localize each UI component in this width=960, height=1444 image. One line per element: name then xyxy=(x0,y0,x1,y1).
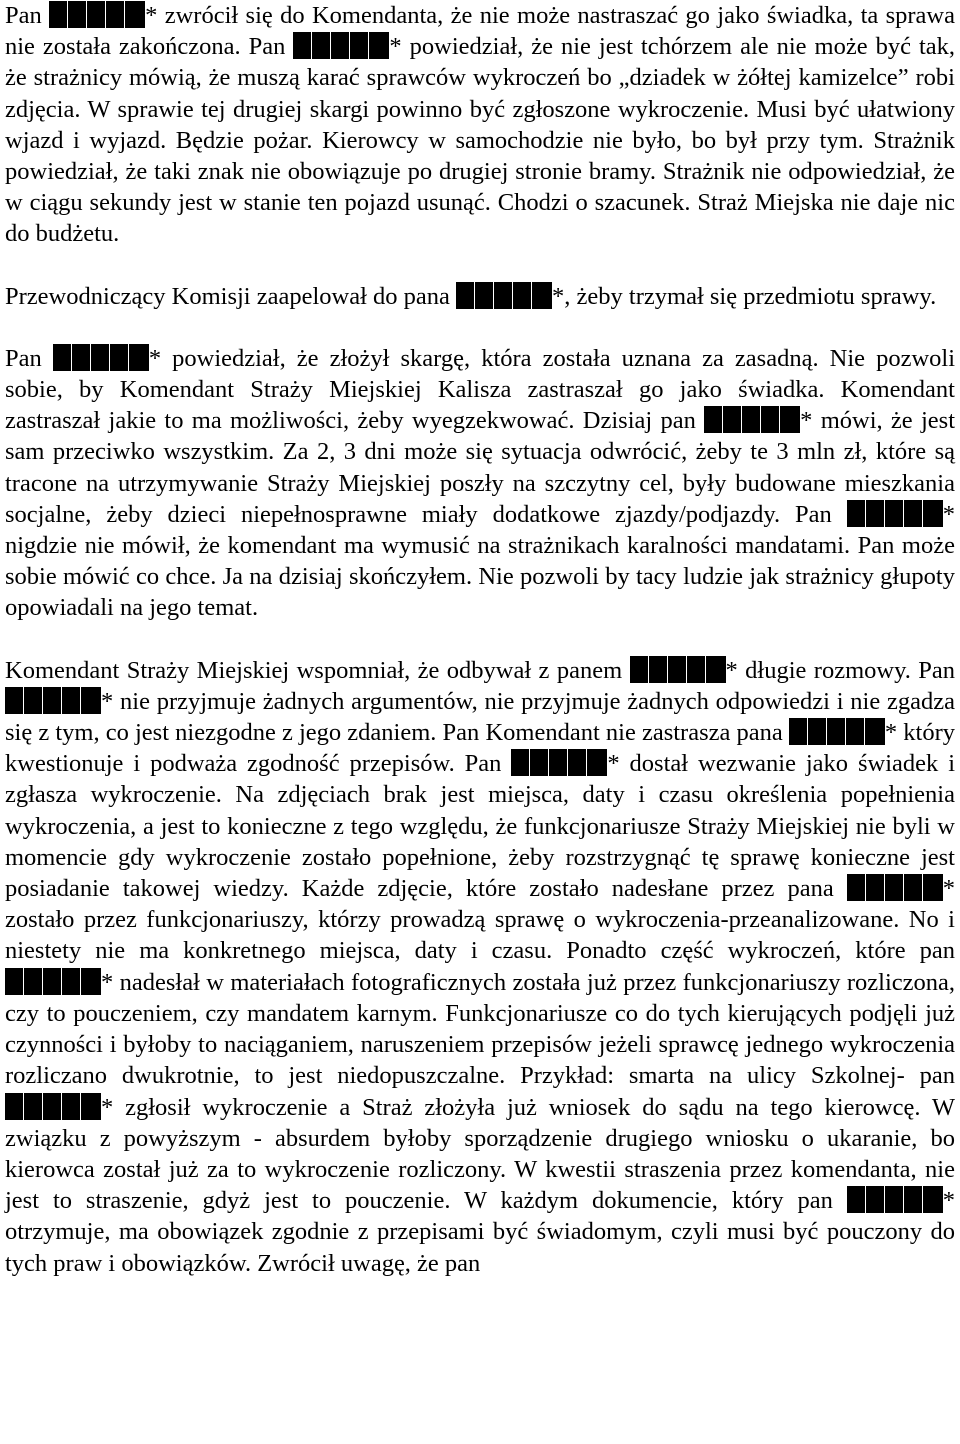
redacted-name xyxy=(789,718,885,745)
text-segment: Komendant Straży Miejskiej wspomniał, że odbywał z panem xyxy=(5,656,630,684)
redacted-name xyxy=(704,406,800,433)
redacted-name xyxy=(49,1,145,28)
redacted-name xyxy=(53,344,149,371)
text-segment: * długie rozmowy. Pan xyxy=(725,656,955,684)
paragraph-3 xyxy=(5,343,955,624)
redacted-name xyxy=(847,1186,943,1213)
text-segment: * dostał wezwanie jako świadek i zgłasza wykroczenie. Na zdjęciach brak jest miejsca, daty i czasu określenia popełnienia wykroczenia, a jest to konieczne z tego względu, że funkcjonariusze Straży Miejskiej nie byli w momencie gdy wykroczenie zostało popełnione, żeby rozstrzygnąć tę sprawę konieczne jest posiadanie takowej wiedzy. Każde zdjęcie, które zostało nadesłane przez pana xyxy=(5,750,956,903)
text-segment: *, żeby trzymał się przedmiotu sprawy. xyxy=(552,282,937,310)
document-page xyxy=(5,0,955,1279)
redacted-name xyxy=(630,656,726,683)
redacted-name xyxy=(293,32,389,59)
paragraph-gap xyxy=(5,312,955,343)
text-segment: * zwrócił się do Komendanta, że nie może nastraszać go jako świadka, ta sprawa nie została zakończona. Pan xyxy=(5,2,956,61)
paragraph-1 xyxy=(5,0,955,250)
redacted-name xyxy=(5,1093,101,1120)
paragraph-gap xyxy=(5,250,955,281)
text-segment: * zgłosił wykroczenie a Straż złożyła już wniosek do sądu na tego kierowcę. W związku z powyższym - absurdem byłoby sporządzenie drugiego wniosku o ukaranie, bo kierowca został już za to wykroczenie rozliczony. W kwestii straszenia przez komendanta, nie jest to straszenie, gdyż jest to pouczenie. W każdym dokumencie, który pan xyxy=(5,1093,955,1215)
paragraph-4 xyxy=(5,655,955,1279)
text-segment: Pan xyxy=(5,2,50,29)
text-segment: Przewodniczący Komisji zaapelował do pana xyxy=(5,282,457,310)
paragraph-2 xyxy=(5,281,955,312)
text-segment: * który kwestionuje i podważa zgodność przepisów. Pan xyxy=(5,719,955,778)
text-segment: * nie przyjmuje żadnych argumentów, nie przyjmuje żadnych odpowiedzi i nie zgadza się z tym, co jest niezgodne z jego zdaniem. Pan Komendant nie zastrasza pana xyxy=(5,687,955,747)
text-segment: * otrzymuje, ma obowiązek zgodnie z przepisami być świadomym, czyli musi być pouczony do tych praw i obowiązków. Zwrócił uwagę, że pan xyxy=(5,1187,955,1277)
text-segment: * zostało przez funkcjonariuszy, którzy prowadzą sprawę o wykroczenia-przeanalizowane. No i niestety nie ma konkretnego miejsca, daty i czasu. Ponadto część wykroczeń, które pan xyxy=(5,875,955,965)
redacted-name xyxy=(847,500,943,527)
redacted-name xyxy=(847,874,943,901)
text-segment: * nigdzie nie mówił, że komendant ma wymusić na strażnikach karalności mandatami. Pan może sobie mówić co chce. Ja na dzisiaj skończyłem. Nie pozwoli by tacy ludzie jak strażnicy głupoty opowiadali na jego temat. xyxy=(5,500,955,622)
redacted-name xyxy=(5,687,101,714)
paragraph-gap xyxy=(5,624,955,655)
redacted-name xyxy=(456,282,552,309)
text-segment: * powiedział, że nie jest tchórzem ale nie może być tak, że strażnicy mówią, że muszą karać sprawców wykroczeń bo „dziadek w żółtej kamizelce” robi zdjęcia. W sprawie tej drugiej skargi powinno być zgłoszone wykroczenie. Musi być ułatwiony wjazd i wyjazd. Będzie pożar. Kierowcy w samochodzie nie było, bo był przy tym. Strażnik powiedział, że taki znak nie obowiązuje po drugiej stronie bramy. Strażnik nie odpowiedział, że w ciągu sekundy jest w stanie ten pojazd usunąć. Chodzi o szacunek. Straż Miejska nie daje nic do budżetu. xyxy=(5,33,956,248)
redacted-name xyxy=(5,968,101,995)
text-segment: * mówi, że jest sam przeciwko wszystkim. Za 2, 3 dni może się sytuacja odwrócić, żeby te 3 mln zł, które są tracone na utrzymywanie Straży Miejskiej poszły na szczytny cel, były budowane mieszkania socjalne, żeby dzieci niepełnosprawne miały dodatkowe zjazdy/podjazdy. Pan xyxy=(5,407,955,528)
redacted-name xyxy=(511,749,607,776)
text-segment: * powiedział, że złożył skargę, która została uznana za zasadną. Nie pozwoli sobie, by Komendant Straży Miejskiej Kalisza zastraszał go jako świadka. Komendant zastraszał jakie to ma możliwości, żeby wyegzekwować. Dzisiaj pan xyxy=(5,344,955,435)
text-segment: * nadesłał w materiałach fotograficznych została już przez funkcjonariuszy rozliczona, czy to pouczeniem, czy mandatem karnym. Funkcjonariusze co do tych kierujących podjęli już czynności i byłoby to naciąganiem, naruszeniem przepisów jeżeli sprawcę jednego wykroczenia rozliczano dwukrotnie, to jest niedopuszczalne. Przykład: smarta na ulicy Szkolnej- pan xyxy=(5,968,955,1090)
text-segment: Pan xyxy=(5,344,53,372)
